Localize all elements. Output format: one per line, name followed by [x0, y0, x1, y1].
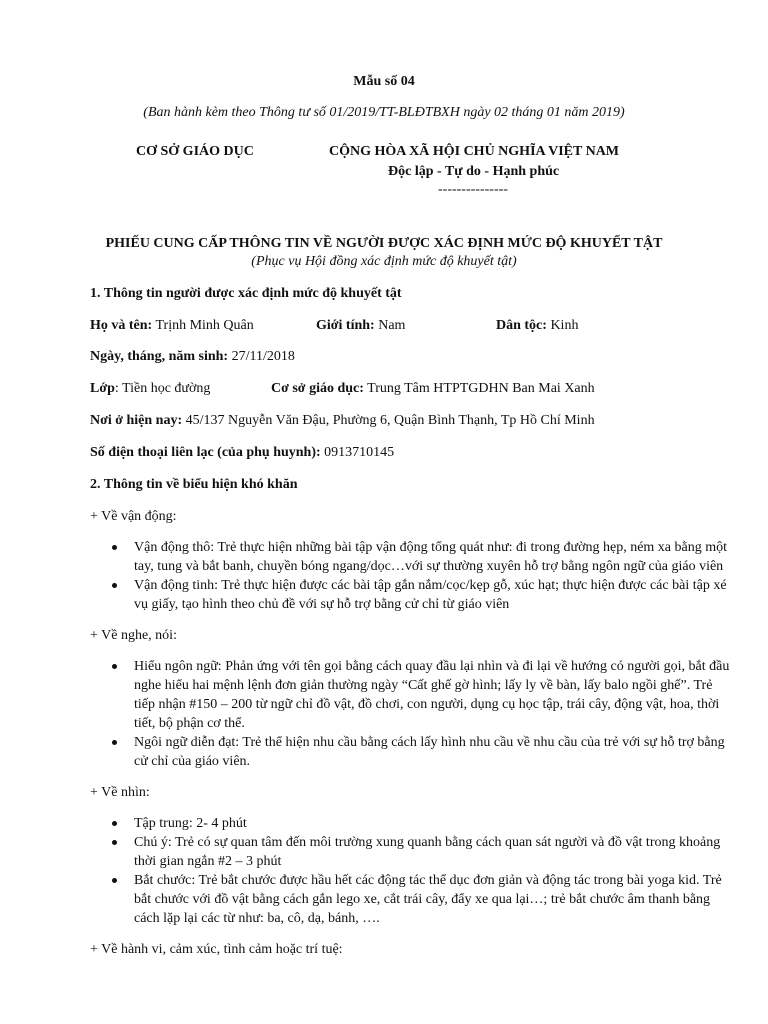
field-ethnicity: [496, 316, 578, 335]
list-item: Chú ý: Trẻ có sự quan tâm đến môi trường xung quanh bằng cách quan sát người và đồ vật trong khoảng thời gian ngắn #2 – 3 phút: [90, 833, 730, 871]
field-address: [90, 411, 595, 430]
motor-heading: + Về vận động:: [90, 509, 177, 524]
field-name: [90, 316, 254, 335]
name-value: Trịnh Minh Quân: [152, 318, 254, 333]
phone-label: Số điện thoại liên lạc (của phụ huynh):: [90, 445, 321, 460]
school-header: CƠ SỞ GIÁO DỤC: [136, 144, 254, 159]
dob-label: Ngày, tháng, năm sinh:: [90, 349, 229, 364]
page-subtitle: (Phục vụ Hội đồng xác định mức độ khuyết tật): [251, 254, 517, 269]
behavior-heading: + Về hành vi, cảm xúc, tình cảm hoặc trí tuệ:: [90, 942, 343, 957]
field-phone: [90, 443, 394, 462]
address-value: 45/137 Nguyễn Văn Đậu, Phường 6, Quận Bình Thạnh, Tp Hồ Chí Minh: [182, 413, 595, 428]
motor-list: [90, 538, 730, 614]
vision-list: [90, 814, 730, 928]
list-item: Bắt chước: Trẻ bắt chước được hầu hết các động tác thể dục đơn giản và động tác trong bài yoga kid. Trẻ bắt chước với đồ vật bằng cách gắn lego xe, cắt trái cây, đẩy xe qua lại…; trẻ bắt chước âm thanh bằng cách lặp lại các từ như: ba, cô, dạ, bánh, ….: [90, 871, 730, 928]
list-item: Ngôi ngữ diễn đạt: Trẻ thể hiện nhu cầu bằng cách lấy hình nhu cầu về nhu cầu của trẻ với sự hỗ trợ bằng cử chỉ của giáo viên.: [90, 733, 730, 771]
list-item: Vận động thô: Trẻ thực hiện những bài tập vận động tổng quát như: đi trong đường hẹp, ném xa bằng một tay, tung và bắt banh, chuyền bóng ngang/dọc…với sự thường xuyên hỗ trợ bằng ngôn ngữ của giáo viên: [90, 538, 730, 576]
dob-value: 27/11/2018: [228, 349, 295, 364]
section1-heading: 1. Thông tin người được xác định mức độ khuyết tật: [90, 286, 402, 301]
list-item: Hiểu ngôn ngữ: Phản ứng với tên gọi bằng cách quay đầu lại nhìn và đi lại về hướng có người gọi, bắt đầu nghe hiểu hai mệnh lệnh đơn giản thường ngày “Cất ghế gờ hình; lấy ly về bàn, lấy balo ngồi ghế”. Trẻ tiếp nhận #150 – 200 từ ngữ chỉ đồ vật, đồ chơi, con người, dụng cụ học tập, trái cây, động vật, hoa, thời tiết, bộ phận cơ thể.: [90, 657, 730, 733]
hearing-heading: + Về nghe, nói:: [90, 628, 177, 643]
list-item: Vận động tinh: Trẻ thực hiện được các bài tập gắn nắm/cọc/kẹp gỗ, xúc hạt; thực hiện được các bài tập xé vụ giấy, tạo hình theo chủ đề với sự hỗ trợ bằng cử chỉ từ giáo viên: [90, 576, 730, 614]
nation-header: CỘNG HÒA XÃ HỘI CHỦ NGHĨA VIỆT NAM: [329, 144, 620, 159]
section2-heading: 2. Thông tin về biểu hiện khó khăn: [90, 477, 298, 492]
field-gender: [316, 316, 405, 335]
field-dob: [90, 347, 295, 366]
school-label: Cơ sở giáo dục:: [271, 381, 364, 396]
ethnicity-value: Kinh: [546, 318, 579, 333]
issued-by-note: (Ban hành kèm theo Thông tư số 01/2019/TT-BLĐTBXH ngày 02 tháng 01 năm 2019): [143, 105, 625, 120]
field-school: [271, 379, 595, 398]
form-number: Mẫu số 04: [353, 74, 415, 89]
name-label: Họ và tên:: [90, 318, 153, 333]
phone-value: 0913710145: [320, 445, 395, 460]
page-title: PHIẾU CUNG CẤP THÔNG TIN VỀ NGƯỜI ĐƯỢC XÁC ĐỊNH MỨC ĐỘ KHUYẾT TẬT: [105, 236, 663, 251]
address-label: Nơi ở hiện nay:: [90, 413, 183, 428]
hearing-list: [90, 657, 730, 771]
header-divider: ---------------: [438, 182, 508, 197]
class-value: : Tiền học đường: [114, 381, 211, 396]
gender-label: Giới tính:: [316, 318, 375, 333]
gender-value: Nam: [374, 318, 406, 333]
list-item: Tập trung: 2- 4 phút: [90, 814, 730, 833]
class-label: Lớp: [90, 381, 115, 396]
ethnicity-label: Dân tộc:: [496, 318, 547, 333]
field-class: [90, 379, 210, 398]
school-value: Trung Tâm HTPTGDHN Ban Mai Xanh: [363, 381, 595, 396]
motto: Độc lập - Tự do - Hạnh phúc: [388, 164, 560, 179]
vision-heading: + Về nhìn:: [90, 785, 150, 800]
